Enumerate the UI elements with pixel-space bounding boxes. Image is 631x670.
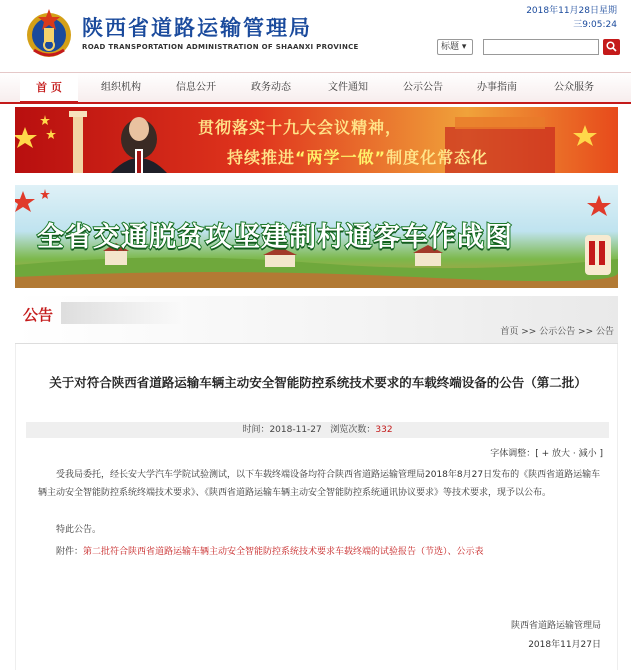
search-icon: [606, 41, 617, 52]
article-closing: 特此公告。: [56, 525, 102, 535]
banner-poverty-campaign[interactable]: [15, 185, 618, 288]
section-decoration: [61, 302, 181, 324]
banner-line2-c: 制度化常态化: [386, 148, 489, 167]
search-select-value: 标题: [441, 42, 460, 52]
font-size-adjust[interactable]: 字体调整：[ + 放大 · 減小 ]: [490, 449, 603, 459]
banner-congress-line1: 贯彻落实十九大会议精神，: [198, 118, 403, 137]
search-input[interactable]: [483, 39, 599, 55]
nav-item-gov-news[interactable]: 政务动态: [251, 82, 291, 93]
article-meta: [26, 422, 609, 438]
time-line: 三9:05:24: [573, 20, 617, 30]
site-subtitle: ROAD TRANSPORTATION ADMINISTRATION OF SHAANXI PROVINCE: [82, 43, 359, 51]
banner-line2-a: 持续推进: [227, 148, 296, 167]
date-display: [526, 4, 617, 32]
meta-views-label: 浏览次数：: [330, 425, 376, 435]
nav-item-organization[interactable]: 组织机构: [101, 82, 141, 93]
meta-views: 332: [375, 425, 393, 435]
banner-congress-line2: [227, 145, 488, 168]
article-title: 关于对符合陕西省道路运输车辆主动安全智能防控系统技术要求的车载终端设备的公告（第二批）: [49, 375, 587, 390]
banner-poverty-headline: 全省交通脱贫攻坚建制村通客车作战图: [37, 222, 513, 253]
nav-item-info-disclosure[interactable]: 信息公开: [176, 82, 216, 93]
attachment-label: 附件：: [56, 547, 84, 557]
article-body-paragraph: 受我局委托，经长安大学汽车学院试验测试，以下车载终端设备均符合陕西省道路运输管理局2018年8月27日发布的《陕西省道路运输车辆主动安全智能防控系统终端技术要求》、《陕西省道路运输车辆主动安全智能防控系统通讯协议要求》等技术要求，现予以公布。: [38, 470, 601, 498]
site-title[interactable]: 陕西省道路运输管理局: [82, 16, 312, 40]
meta-time-label: 时间：: [242, 425, 270, 435]
main-nav: [0, 72, 631, 104]
site-header: [0, 0, 631, 72]
search-field-select[interactable]: 标题 ▾: [437, 39, 473, 55]
nav-item-announcements[interactable]: 公示公告: [403, 82, 443, 93]
article-content: [15, 344, 618, 670]
nav-item-service-guide[interactable]: 办事指南: [477, 82, 517, 93]
section-title: 公告: [23, 306, 54, 324]
nav-item-notices[interactable]: 文件通知: [328, 82, 368, 93]
meta-time: 2018-11-27: [269, 425, 322, 435]
signer: 陕西省道路运输管理局: [510, 621, 601, 631]
search-button[interactable]: [603, 39, 620, 55]
attachment-link[interactable]: 第二批符合陕西省道路运输车辆主动安全智能防控系统技术要求车载终端的试验报告（节选）、公示表: [83, 547, 484, 557]
sign-date: 2018年11月27日: [528, 640, 601, 650]
banner-line2-b: “两学一做”: [295, 148, 387, 167]
article-attachment: [56, 544, 484, 557]
nav-item-home[interactable]: 首 页: [20, 73, 78, 103]
emblem-logo-icon[interactable]: [24, 6, 74, 60]
banner-congress[interactable]: [15, 107, 618, 173]
article-signature: [511, 617, 601, 655]
section-header: [15, 296, 618, 344]
breadcrumb[interactable]: 首页 >> 公示公告 >> 公告: [500, 327, 614, 337]
nav-item-public-service[interactable]: 公众服务: [554, 82, 594, 93]
date-line: 2018年11月28日星期: [526, 6, 617, 16]
